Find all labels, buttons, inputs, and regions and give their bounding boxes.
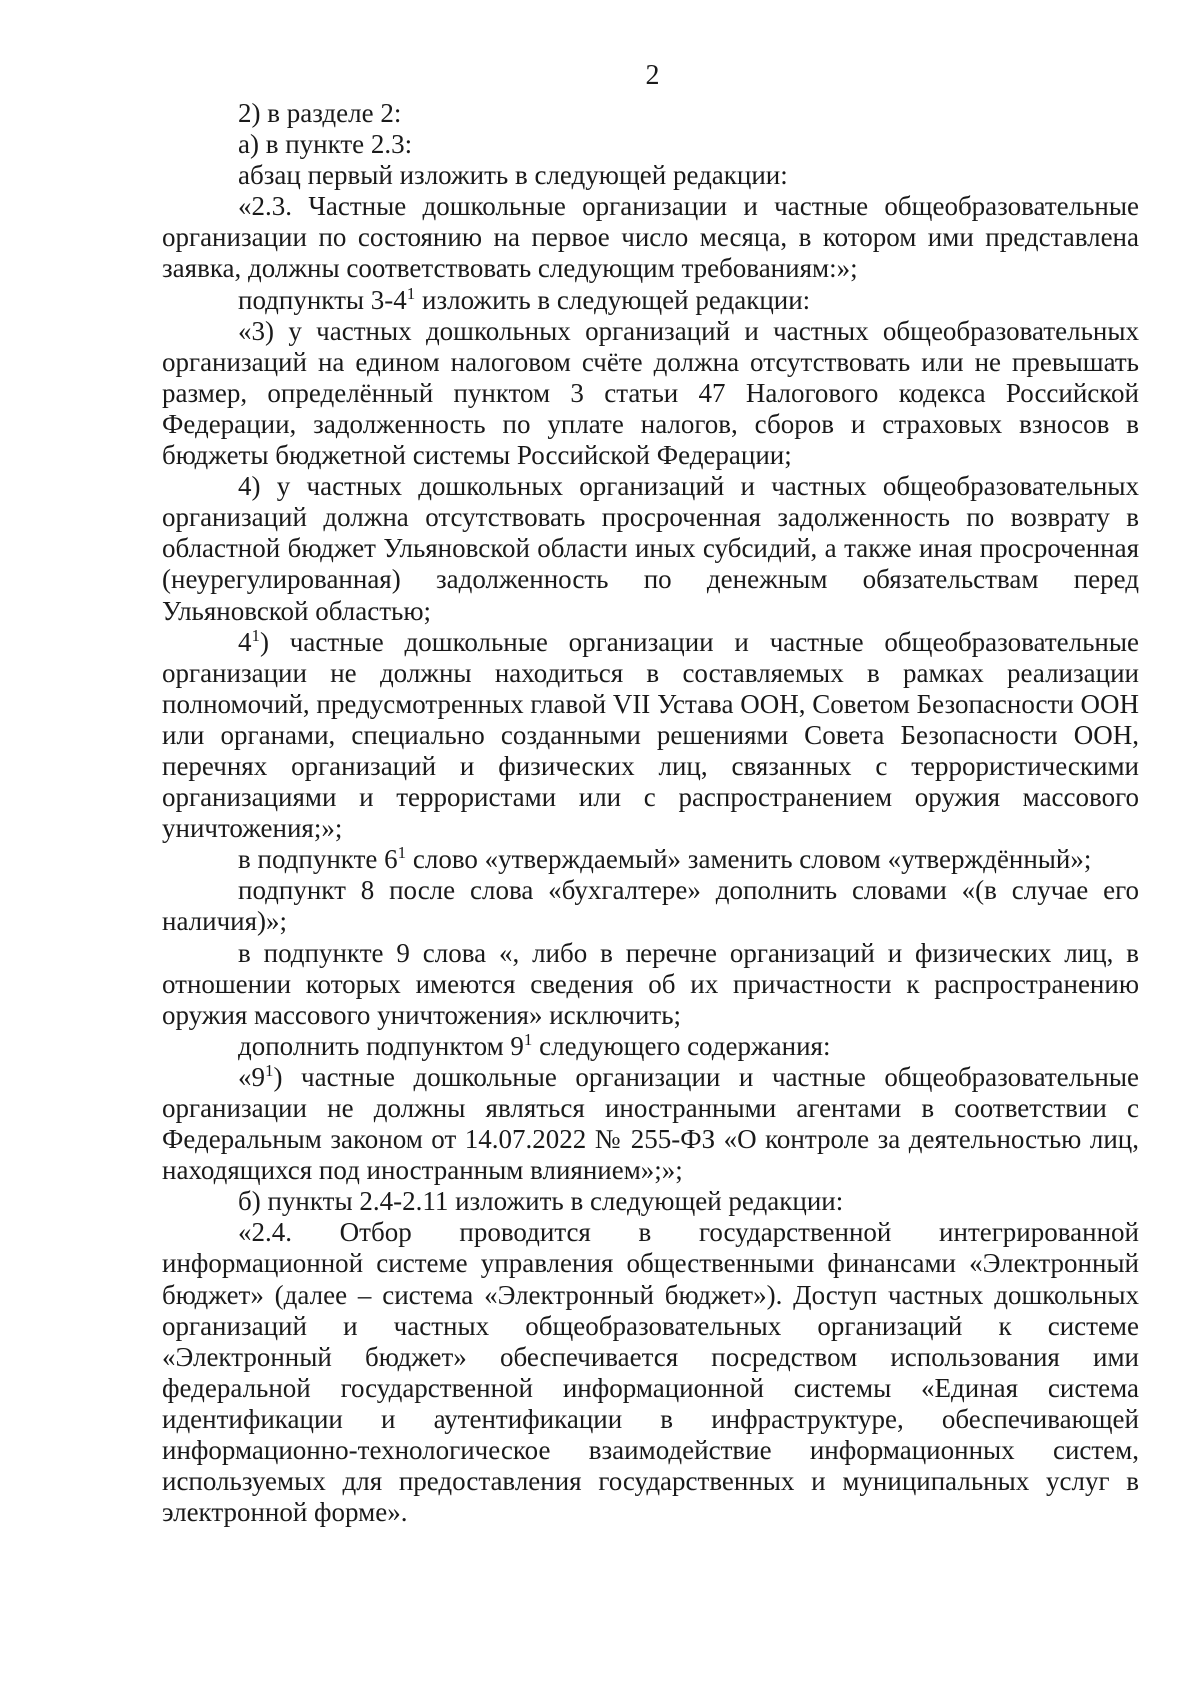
superscript: 1 [265, 1060, 274, 1080]
subitem-ref: подпункты 3-4 [238, 284, 407, 315]
subitem-ref: «9 [238, 1061, 265, 1092]
paragraph: в подпункте 9 слова «, либо в перечне организаций и физических лиц, в отношении которых имеются сведения об их причастности к распространению оружия массового уничтожения» исключить; [162, 937, 1139, 1030]
paragraph [162, 627, 1139, 845]
paragraph [162, 1062, 1139, 1186]
paragraph: 2) в разделе 2: [238, 98, 402, 128]
paragraph-text: ) частные дошкольные организации и частные общеобразовательные организации не должны находиться в составляемых в рамках реализации полномочий, предусмотренных главой VII Устава ООН, Советом Безопасности ООН или органами, специально созданными решениями Совета Безопасности ООН, перечнях организаций и физических лиц, связанных с террористическими организациями и террористами или с распространением оружия массового уничтожения;»; [162, 626, 1139, 844]
subitem-ref: в подпункте 6 [238, 844, 398, 875]
paragraph [162, 285, 1139, 316]
subitem-ref: 4 [238, 626, 252, 657]
document-body [162, 98, 1139, 1528]
superscript: 1 [523, 1029, 533, 1049]
paragraph [162, 1031, 1139, 1062]
superscript: 1 [406, 283, 416, 303]
paragraph-text: следующего содержания: [539, 1030, 831, 1061]
paragraph [162, 844, 1139, 875]
subitem-ref: дополнить подпунктом 9 [238, 1030, 524, 1061]
paragraph-text: ) частные дошкольные организации и частные общеобразовательные организации не должны являться иностранными агентами в соответствии с Федеральным законом от 14.07.2022 № 255-ФЗ «О контроле за деятельностью лиц, находящихся под иностранным влиянием»;»; [162, 1061, 1139, 1186]
paragraph: «2.3. Частные дошкольные организации и частные общеобразовательные организации по состоянию на первое число месяца, в котором ими представлена заявка, должны соответствовать следующим требованиям:»; [162, 191, 1139, 284]
paragraph: а) в пункте 2.3: [238, 129, 413, 160]
paragraph-text: слово «утверждаемый» заменить словом «утверждённый»; [412, 844, 1092, 875]
paragraph: «2.4. Отбор проводится в государственной интегрированной информационной системе управления общественными финансами «Электронный бюджет» (далее – система «Электронный бюджет»). Доступ частных дошкольных организаций и частных общеобразовательных организаций к системе «Электронный бюджет» обеспечивается посредством использования ими федеральной государственной информационной системы «Единая система идентификации и аутентификации в инфраструктуре, обеспечивающей информационно-технологическое взаимодействие информационных систем, используемых для предоставления государственных и муниципальных услуг в электронной форме». [162, 1217, 1139, 1528]
superscript: 1 [397, 843, 407, 863]
superscript: 1 [251, 625, 260, 645]
page-number: 2 [645, 60, 660, 91]
paragraph: 4) у частных дошкольных организаций и частных общеобразовательных организаций должна отсутствовать просроченная задолженность по возврату в областной бюджет Ульяновской области иных субсидий, а также иная просроченная (неурегулированная) задолженность по денежным обязательствам перед Ульяновской областью; [162, 471, 1139, 626]
paragraph: подпункт 8 после слова «бухгалтере» дополнить словами «(в случае его наличия)»; [162, 875, 1139, 937]
paragraph-text: изложить в следующей редакции: [422, 284, 811, 315]
paragraph: б) пункты 2.4-2.11 изложить в следующей редакции: [238, 1186, 844, 1217]
paragraph: «3) у частных дошкольных организаций и частных общеобразовательных организаций на едином налоговом счёте должна отсутствовать или не превышать размер, определённый пунктом 3 статьи 47 Налогового кодекса Российской Федерации, задолженность по уплате налогов, сборов и страховых взносов в бюджеты бюджетной системы Российской Федерации; [162, 315, 1139, 471]
paragraph: абзац первый изложить в следующей редакции: [238, 160, 788, 191]
